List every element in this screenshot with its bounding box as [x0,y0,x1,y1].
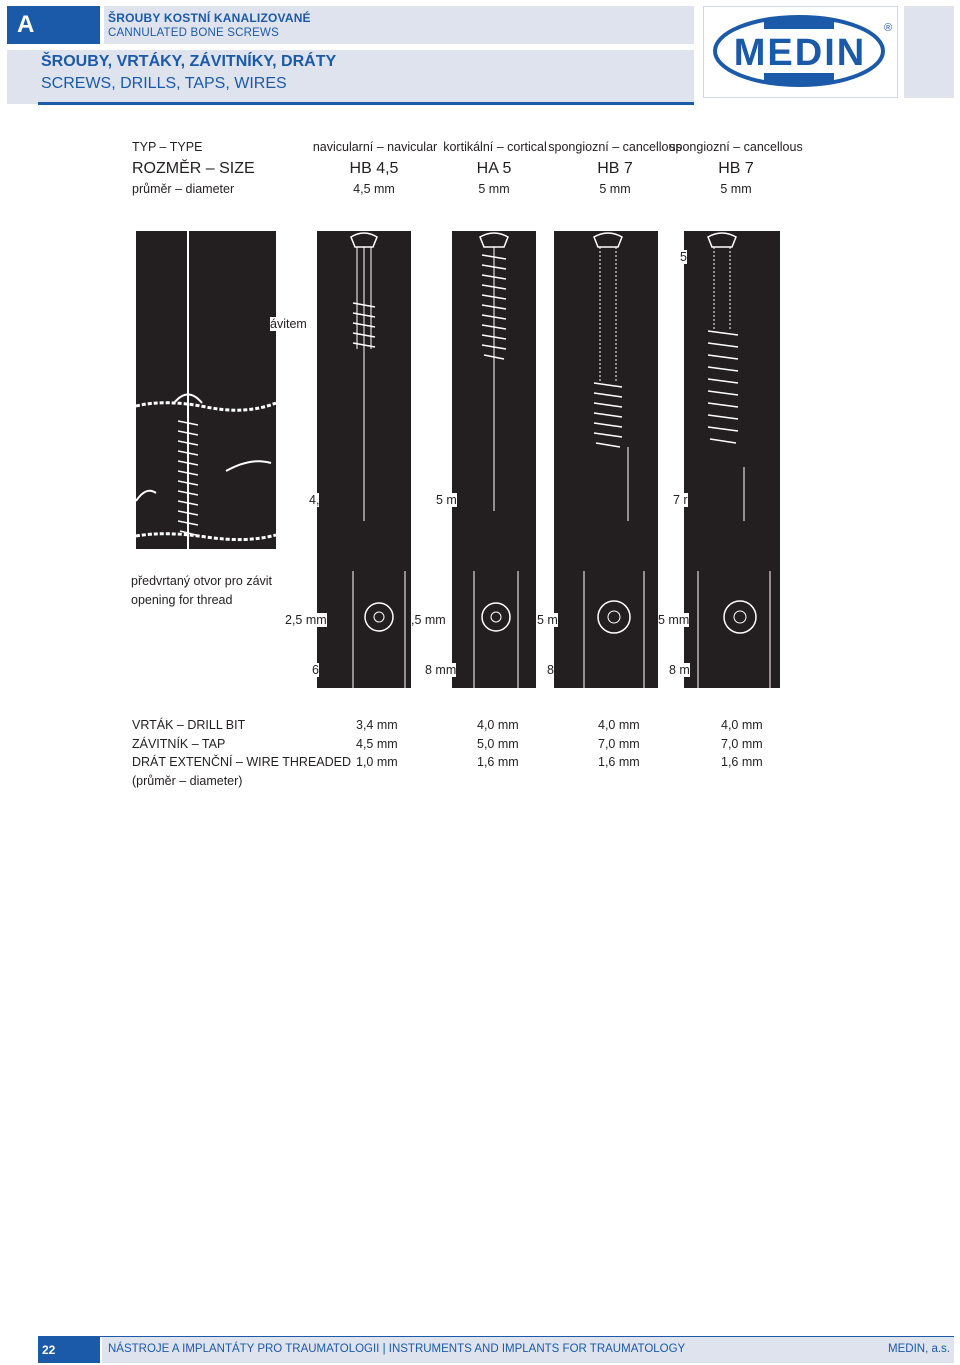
head-dim-1: 4, [309,493,320,507]
head-dim-2: 5 m [436,493,457,507]
header-rule [38,102,694,105]
len-dim-3: 8 [547,663,554,677]
tap-val-1: 4,5 mm [356,737,398,751]
len-dim-1: 6 [312,663,319,677]
category-title-en: SCREWS, DRILLS, TAPS, WIRES [41,75,287,92]
hole-dim-2: ,5 mm [411,613,446,627]
tap-val-2: 5,0 mm [477,737,519,751]
drill-val-1: 3,4 mm [356,718,398,732]
len-dim-2: 8 mm [425,663,457,677]
head-dim-3: 7 r [673,493,688,507]
section-title-en: CANNULATED BONE SCREWS [108,27,279,39]
section-title-cz: ŠROUBY KOSTNÍ KANALIZOVANÉ [108,11,311,25]
screw-drawing-ha5 [452,231,536,688]
tap-val-4: 7,0 mm [721,737,763,751]
section-letter: A [7,6,100,44]
footer-company: MEDIN, a.s. [888,1343,950,1355]
wire-val-4: 1,6 mm [721,755,763,769]
footer-title: NÁSTROJE A IMPLANTÁTY PRO TRAUMATOLOGII | INSTRUMENTS AND IMPLANTS FOR TRAUMATOLOGY [108,1343,686,1355]
type-label: TYP – TYPE [132,140,203,154]
pre-drill-label-cz: předvrtaný otvor pro závit [131,574,273,588]
header-right-strip [904,6,954,98]
tool-footnote: (průměr – diameter) [132,774,243,788]
diameter-label: průměr – diameter [132,182,235,196]
wire-val-3: 1,6 mm [598,755,640,769]
pre-drill-label-en: opening for thread [131,593,233,607]
drill-val-4: 4,0 mm [721,718,763,732]
screw-drawing-hb45 [317,231,411,688]
hole-dim-3: 5 m [537,613,558,627]
wire-val-2: 1,6 mm [477,755,519,769]
section-header [104,6,694,44]
screw-drawing-hb7-b [684,231,780,688]
tool-label-wire: DRÁT EXTENČNÍ – WIRE THREADED [132,755,352,769]
hole-dim-4: 5 mm [658,613,690,627]
drill-val-3: 4,0 mm [598,718,640,732]
page-number: 22 [38,1337,100,1363]
size-label: ROZMĚR – SIZE [132,160,255,177]
len-dim-4: 8 m [669,663,690,677]
hole-dim-1: 2,5 mm [285,613,327,627]
wire-val-1: 1,0 mm [356,755,398,769]
tool-label-drill: VRTÁK – DRILL BIT [132,718,246,732]
svg-text:®: ® [883,22,893,34]
medin-logo [703,6,898,98]
screw-drawing-hb7-a [554,231,658,688]
callout-top-right: 5 [680,250,687,264]
bone-fixation-drawing [136,231,276,549]
category-header [7,50,694,104]
tool-label-tap: ZÁVITNÍK – TAP [132,737,226,751]
svg-text:MEDIN: MEDIN [733,32,867,74]
category-title-cz: ŠROUBY, VRTÁKY, ZÁVITNÍKY, DRÁTY [41,53,337,70]
tap-val-3: 7,0 mm [598,737,640,751]
drill-val-2: 4,0 mm [477,718,519,732]
medin-logo-mark [704,7,897,97]
callout-thread: ávitem [270,317,307,331]
